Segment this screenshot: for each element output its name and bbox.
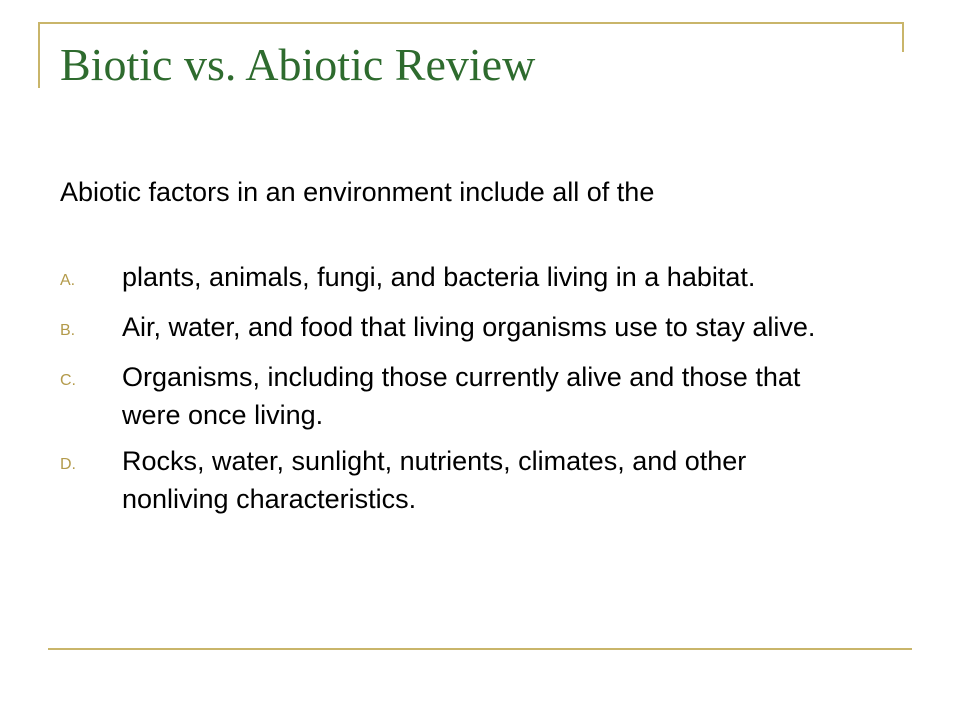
- slide-content: [60, 172, 860, 526]
- frame-top-line: [38, 22, 904, 24]
- option-letter: B.: [60, 322, 76, 339]
- question-text: Abiotic factors in an environment include all of the: [60, 177, 655, 207]
- answer-option-a: [60, 258, 860, 300]
- option-letter: D.: [60, 456, 76, 473]
- frame-right-line: [902, 22, 904, 52]
- answer-options: [60, 258, 860, 518]
- answer-option-d: [60, 442, 860, 518]
- option-letter: A.: [60, 272, 76, 289]
- option-text: Air, water, and food that living organisms use to stay alive.: [122, 312, 816, 342]
- slide-title: Biotic vs. Abiotic Review: [60, 39, 536, 90]
- option-text: Rocks, water, sunlight, nutrients, climates, and other nonliving characteristics.: [122, 446, 747, 514]
- answer-option-c: [60, 358, 860, 434]
- option-text: plants, animals, fungi, and bacteria living in a habitat.: [122, 262, 756, 292]
- option-letter: C.: [60, 372, 76, 389]
- frame-left-line: [38, 22, 40, 88]
- option-text: Organisms, including those currently alive and those that were once living.: [122, 362, 801, 430]
- frame-bottom-line: [48, 648, 912, 650]
- answer-option-b: [60, 308, 860, 350]
